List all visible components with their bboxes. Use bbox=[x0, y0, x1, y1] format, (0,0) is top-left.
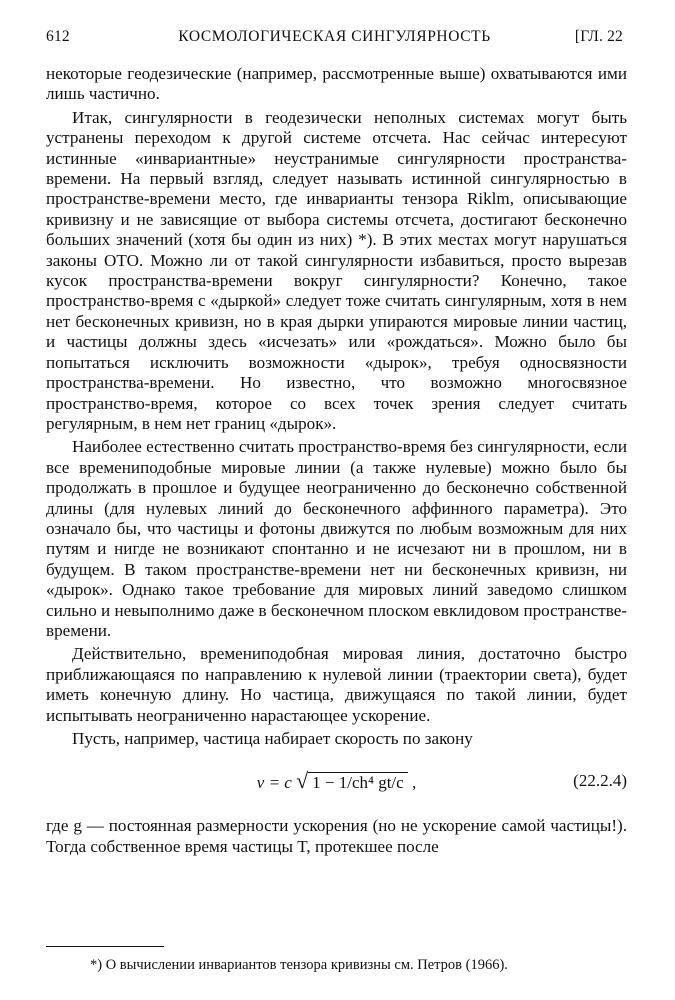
chapter-label: [ГЛ. 22 bbox=[574, 28, 623, 45]
equation-number: (22.2.4) bbox=[573, 771, 627, 791]
equation-body: v = c √ 1 − 1/ch⁴ gt/c , bbox=[256, 768, 417, 794]
equation-lhs: v = c bbox=[256, 773, 292, 793]
footnote-divider bbox=[46, 946, 164, 947]
paragraph-continued: некоторые геодезические (например, рассмотренные выше) охватываются ими лишь частично. bbox=[46, 64, 627, 104]
equation-22-2-4 bbox=[46, 755, 627, 813]
paragraph-singularity-definition: Итак, сингулярности в геодезически неполных системах могут быть устранены переходом к другой системе отсчета. Нас сейчас интересуют истинные «инвариантные» неустранимые сингулярности пространства-времени. На первый взгляд, следует называть истинной сингулярностью в пространстве-времени место, где инварианты тензора Riklm, описывающие кривизну и не зависящие от выбора системы отсчета, достигают бесконечно больших значений (хотя бы один из них) *). В этих местах могут нарушаться законы ОТО. Можно ли от такой сингулярности избавиться, просто вырезав кусок пространства-времени вокруг сингулярности? Конечно, такое пространство-время с «дыркой» следует тоже считать сингулярным, хотя в нем нет бесконечных кривизн, но в края дырки упираются мировые линии частиц, и частицы должны здесь «исчезать» или «рождаться». Можно было бы попытаться исключить возможности «дырок», требуя односвязности пространства-времени. Но известно, что возможно многосвязное пространство-время, которое со всех точек зрения следует считать регулярным, в нем нет границ «дырок». bbox=[46, 107, 627, 433]
paragraph-velocity-law: Пусть, например, частица набирает скорость по закону bbox=[72, 729, 473, 748]
equation-radicand: 1 − 1/ch⁴ gt/c bbox=[308, 772, 408, 793]
page-body bbox=[46, 64, 627, 857]
running-title: КОСМОЛОГИЧЕСКАЯ СИНГУЛЯРНОСТЬ bbox=[178, 28, 491, 45]
equation-trail: , bbox=[411, 773, 417, 793]
running-header bbox=[46, 28, 623, 50]
paragraph-timelike-line: Действительно, времениподобная мировая линия, достаточно быстро приближающаяся по направлению к нулевой линии (траектории света), будет иметь конечную длину. Но частица, движущаяся по такой линии, будет испытывать неограниченно нарастающее ускорение. bbox=[46, 644, 627, 725]
page-number: 612 bbox=[46, 28, 70, 45]
paragraph-proper-time: где g — постоянная размерности ускорения (но не ускорение самой частицы!). Тогда собственное время частицы T, протекшее после bbox=[46, 816, 627, 856]
paragraph-natural-definition: Наиболее естественно считать пространство-время без сингулярности, если все времениподобные мировые линии (а также нулевые) можно было бы продолжать в прошлое и будущее неограниченно до бесконечно собственной длины (для нулевых линий до бесконечного аффинного параметра). Это означало бы, что частицы и фотоны движутся по любым возможным для них путям и нигде не возникают спонтанно и не исчезают ни в прошлом, ни в будущем. В таком пространстве-времени нет ни бесконечных кривизн, ни «дырок». Однако такое требование для мировых линий заведомо слишком сильно и невыполнимо даже в бесконечном плоском евклидовом пространстве-времени. bbox=[46, 437, 627, 640]
footnote: *) О вычислении инвариантов тензора кривизны см. Петров (1966). bbox=[90, 957, 508, 973]
